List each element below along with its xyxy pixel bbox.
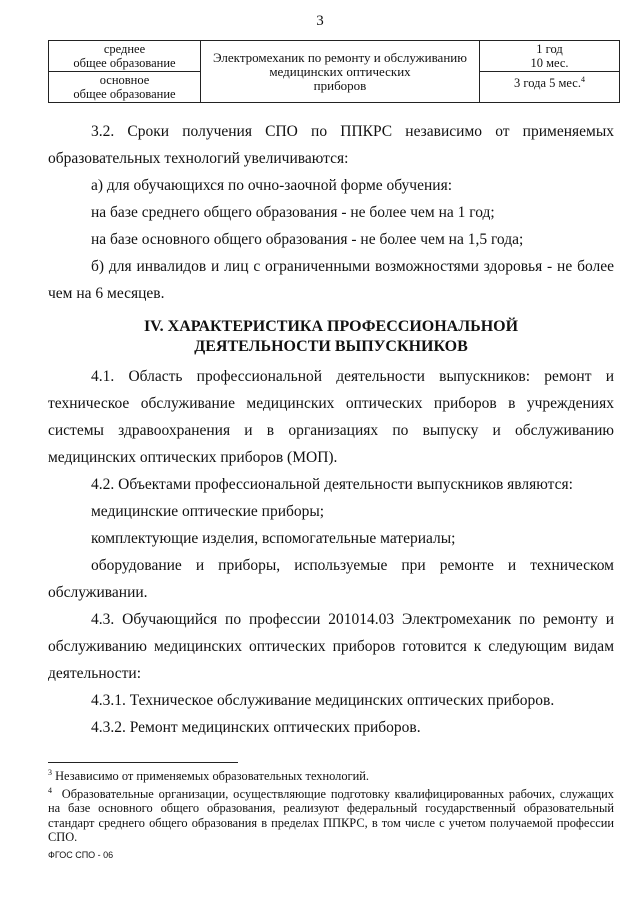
footnote-text: Образовательные организации, осуществляющие подготовку квалифицированных рабочих, служащих на базе основного общего образования, реализуют федеральный государственный образовательный стандарт среднего общего образования в пределах ППКРС, в том числе с учетом получаемой профессии СПО. bbox=[48, 786, 614, 845]
page-number: 3 bbox=[316, 13, 324, 29]
education-level-line: среднее bbox=[103, 42, 146, 56]
profession-line: приборов bbox=[313, 77, 367, 93]
education-level-line: основное bbox=[99, 73, 150, 87]
paragraph-4-3: 4.3. Обучающийся по профессии 201014.03 Электромеханик по ремонту и обслуживанию медицинских оптических приборов готовится к следующим видам деятельности: bbox=[48, 611, 614, 682]
heading-line: IV. ХАРАКТЕРИСТИКА ПРОФЕССИОНАЛЬНОЙ bbox=[143, 318, 519, 335]
footnote-mark: 4 bbox=[48, 785, 52, 795]
education-level-line: общее образование bbox=[73, 87, 176, 101]
education-level-cell bbox=[49, 72, 201, 103]
footnote-ref: 4 bbox=[580, 75, 585, 84]
education-level-cell bbox=[49, 41, 201, 72]
object-item: комплектующие изделия, вспомогательные материалы; bbox=[91, 530, 456, 547]
education-level-line: общее образование bbox=[73, 56, 176, 70]
activity-item: 4.3.2. Ремонт медицинских оптических приборов. bbox=[91, 719, 421, 736]
footnote-mark: 3 bbox=[48, 768, 52, 777]
profession-line: Электромеханик по ремонту и обслуживанию bbox=[213, 49, 467, 65]
object-item: медицинские оптические приборы; bbox=[91, 503, 325, 520]
table-row bbox=[49, 41, 620, 72]
profession-cell bbox=[201, 41, 480, 103]
heading-line: ДЕЯТЕЛЬНОСТИ ВЫПУСКНИКОВ bbox=[194, 338, 468, 355]
duration-cell bbox=[480, 72, 620, 103]
item-a: а) для обучающихся по очно-заочной форме обучения: bbox=[91, 177, 453, 194]
section-4-heading bbox=[48, 317, 614, 357]
section-3-2 bbox=[48, 118, 614, 307]
footnote-text: Независимо от применяемых образовательных технологий. bbox=[55, 769, 369, 784]
duration-line: 1 год bbox=[536, 42, 563, 56]
paragraph-3-2: 3.2. Сроки получения СПО по ППКРС независимо от применяемых образовательных технологий увеличиваются: bbox=[48, 123, 614, 167]
duration-cell bbox=[480, 41, 620, 72]
footnotes bbox=[48, 766, 614, 845]
education-duration-table bbox=[48, 40, 620, 103]
paragraph-4-2: 4.2. Объектами профессиональной деятельности выпускников являются: bbox=[91, 476, 573, 493]
profession-line: медицинских оптических bbox=[269, 63, 411, 79]
item-a-1: на базе среднего общего образования - не более чем на 1 год; bbox=[91, 204, 495, 221]
item-a-2: на базе основного общего образования - не более чем на 1,5 года; bbox=[91, 231, 524, 248]
footnote bbox=[48, 784, 614, 845]
item-b: б) для инвалидов и лиц с ограниченными возможностями здоровья - не более чем на 6 месяцев. bbox=[48, 258, 614, 302]
footnote bbox=[48, 766, 614, 784]
duration-line: 3 года 5 мес. bbox=[514, 76, 581, 91]
paragraph-4-1: 4.1. Область профессиональной деятельности выпускников: ремонт и техническое обслуживание медицинских оптических приборов в учреждениях системы здравоохранения и в организациях по выпуску и обслуживанию медицинских оптических приборов (МОП). bbox=[48, 368, 614, 466]
duration-line: 10 мес. bbox=[530, 56, 569, 70]
object-item: оборудование и приборы, используемые при ремонте и техническом обслуживании. bbox=[48, 557, 614, 601]
activity-item: 4.3.1. Техническое обслуживание медицинских оптических приборов. bbox=[91, 692, 555, 709]
footnote-divider bbox=[48, 762, 238, 763]
section-4-body bbox=[48, 363, 614, 741]
document-code: ФГОС СПО - 06 bbox=[48, 850, 114, 860]
